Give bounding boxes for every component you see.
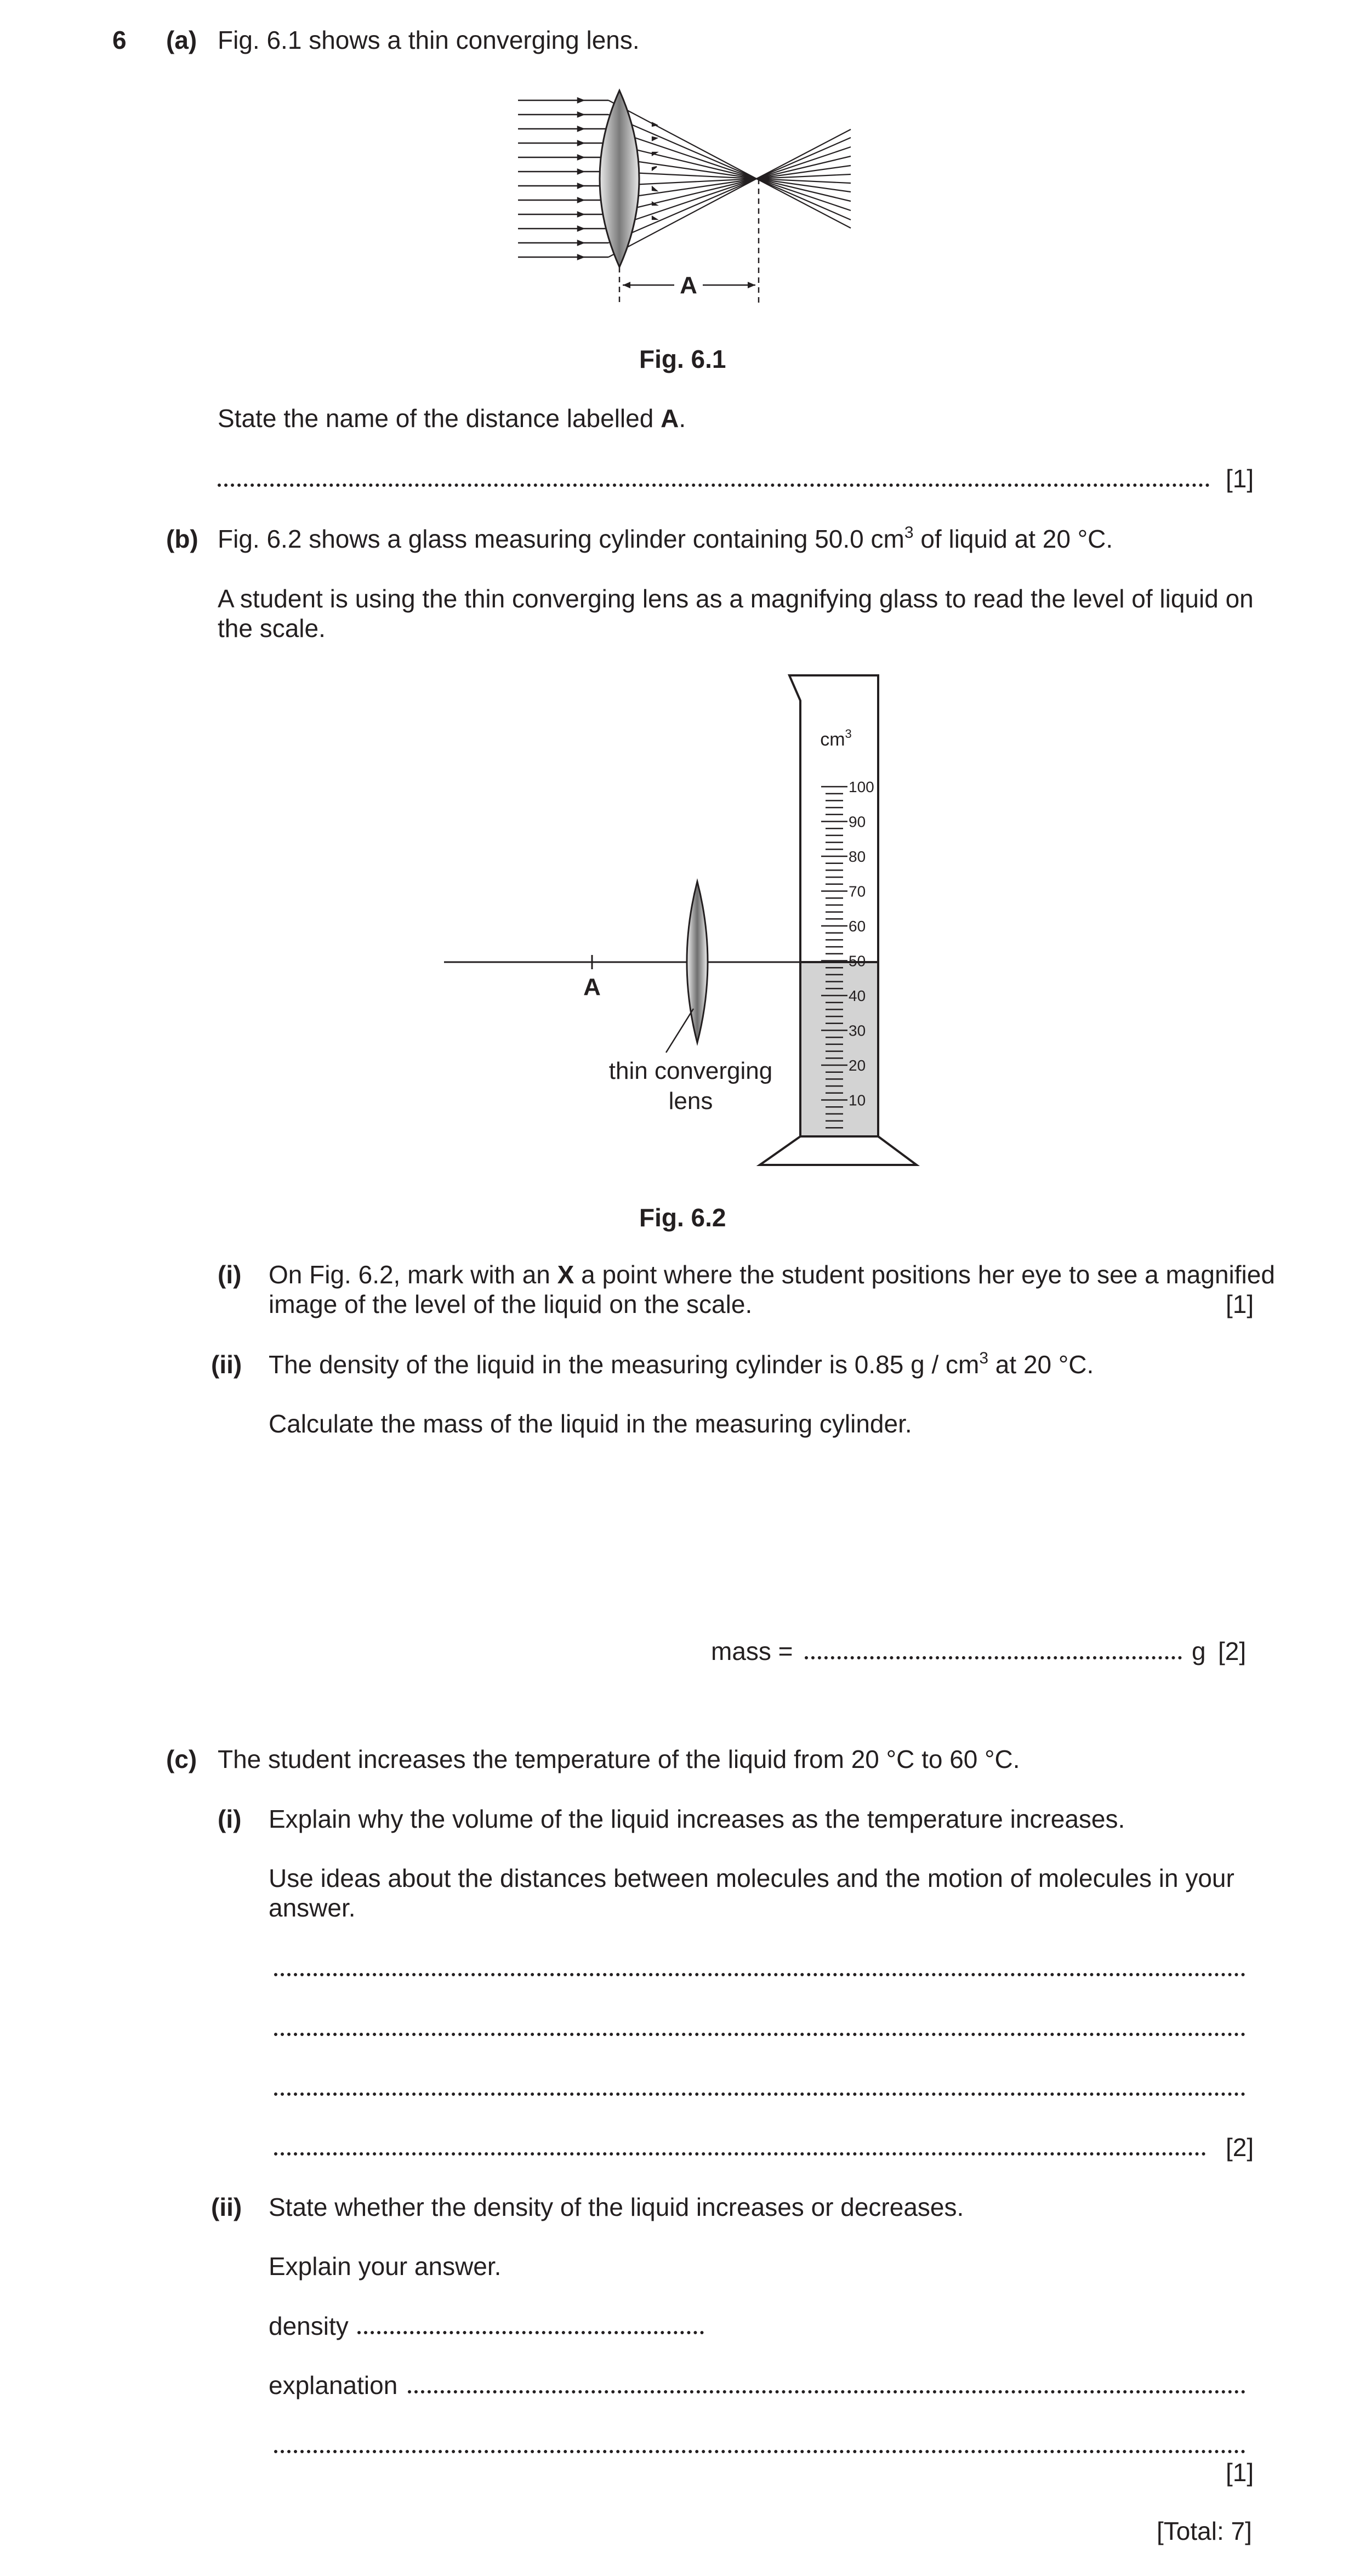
- fig-6-1-diagram: [510, 82, 861, 307]
- part-a-label: (a): [166, 26, 197, 54]
- part-b-label: (b): [166, 525, 198, 553]
- part-b-i-line1: On Fig. 6.2, mark with an X a point where the student positions her eye to see a magnified: [269, 1260, 1275, 1289]
- part-c-i-answer-line-2[interactable]: [274, 2033, 1245, 2036]
- part-a-prompt: State the name of the distance labelled A.: [218, 404, 686, 433]
- part-c-ii-line2: Explain your answer.: [269, 2252, 502, 2281]
- part-b-ii-line2: Calculate the mass of the liquid in the measuring cylinder.: [269, 1409, 912, 1438]
- scale-label: 70: [849, 883, 866, 900]
- part-c-i-label: (i): [218, 1805, 242, 1833]
- part-c-i-answer-line-3[interactable]: [274, 2092, 1245, 2096]
- question-total: [Total: 7]: [1157, 2517, 1252, 2545]
- question-number: 6: [112, 26, 127, 54]
- part-c-i-marks: [2]: [1226, 2133, 1254, 2162]
- lens-a: [600, 90, 639, 267]
- scale-label: 90: [849, 813, 866, 831]
- part-c-intro: The student increases the temperature of the liquid from 20 °C to 60 °C.: [218, 1745, 1020, 1773]
- scale-label: 50: [849, 952, 866, 970]
- lens-b: [687, 882, 708, 1043]
- explanation-label: explanation: [269, 2371, 398, 2399]
- part-b-para-line2: the scale.: [218, 614, 326, 642]
- distance-label-a: A: [680, 272, 697, 299]
- explanation-answer-line-2[interactable]: [274, 2450, 1245, 2453]
- explanation-answer-line-1[interactable]: [408, 2390, 1245, 2393]
- scale-unit: $cm^3$: [820, 727, 852, 750]
- part-b-i-marks: [1]: [1226, 1290, 1254, 1318]
- fig-6-1-caption: Fig. 6.1: [639, 345, 726, 373]
- part-b-i-label: (i): [218, 1260, 242, 1289]
- mass-unit: g: [1192, 1637, 1206, 1665]
- density-answer-line[interactable]: [357, 2331, 704, 2334]
- part-a-marks: [1]: [1226, 464, 1254, 493]
- scale-label: 20: [849, 1057, 866, 1074]
- part-c-i-line3: answer.: [269, 1893, 356, 1922]
- scale-label: 30: [849, 1022, 866, 1039]
- fig-6-2-diagram: [439, 669, 932, 1179]
- part-c-i-answer-line-1[interactable]: [274, 1973, 1245, 1976]
- scale-label: 10: [849, 1091, 866, 1109]
- part-c-ii-label: (ii): [211, 2193, 242, 2221]
- part-b-i-line2: image of the level of the liquid on the scale.: [269, 1290, 753, 1318]
- refracted-rays: [608, 100, 851, 257]
- scale-label: 80: [849, 848, 866, 865]
- lens-label-leader: [666, 1009, 693, 1053]
- part-a-answer-line[interactable]: [218, 484, 1210, 487]
- mass-label: mass =: [711, 1637, 793, 1665]
- point-a-label: A: [583, 974, 601, 1000]
- part-c-i-answer-line-4[interactable]: [274, 2152, 1206, 2156]
- scale-label: 100: [849, 778, 874, 795]
- part-b-ii-label: (ii): [211, 1350, 242, 1379]
- mass-answer-line[interactable]: [805, 1656, 1182, 1659]
- part-b-para-line1: A student is using the thin converging lens as a magnifying glass to read the level of liquid on: [218, 584, 1254, 613]
- part-c-i-line1: Explain why the volume of the liquid increases as the temperature increases.: [269, 1805, 1125, 1833]
- part-c-i-line2: Use ideas about the distances between molecules and the motion of molecules in your: [269, 1864, 1234, 1892]
- part-c-ii-marks: [1]: [1226, 2458, 1254, 2487]
- density-label: density: [269, 2312, 349, 2340]
- part-a-intro: Fig. 6.1 shows a thin converging lens.: [218, 26, 640, 54]
- part-b-ii-marks: [2]: [1218, 1637, 1247, 1665]
- incident-rays: [518, 98, 608, 259]
- cylinder-base: [760, 1136, 917, 1165]
- lens-label-line1: thin converging: [608, 1057, 773, 1084]
- scale-label: 60: [849, 918, 866, 935]
- lens-label-line2: lens: [668, 1088, 713, 1114]
- part-c-label: (c): [166, 1745, 197, 1773]
- fig-6-2-caption: Fig. 6.2: [639, 1203, 726, 1232]
- scale-label: 40: [849, 987, 866, 1004]
- part-b-intro: Fig. 6.2 shows a glass measuring cylinder containing 50.0 $cm^3$ of liquid at 20 °C.: [218, 524, 1113, 553]
- part-b-ii-line1: The density of the liquid in the measuring cylinder is 0.85 g / $cm^3$ at 20 °C.: [269, 1349, 1094, 1379]
- part-c-ii-line1: State whether the density of the liquid increases or decreases.: [269, 2193, 964, 2221]
